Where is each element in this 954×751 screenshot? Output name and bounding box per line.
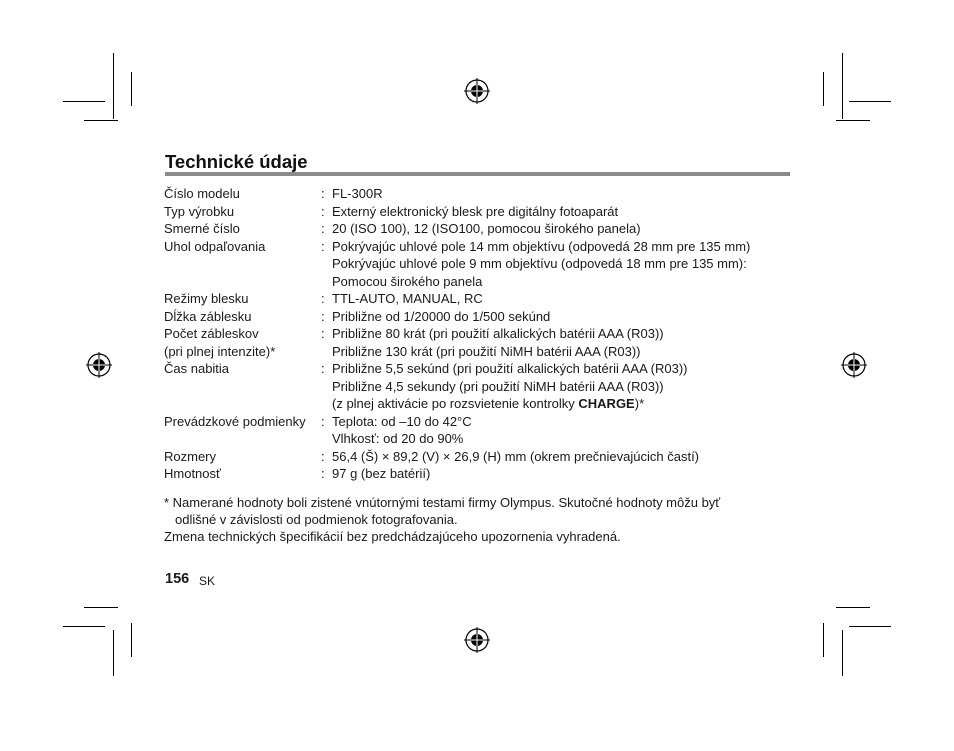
spec-value: 56,4 (Š) × 89,2 (V) × 26,9 (H) mm (okrem prečnievajúcich častí) [332,448,700,464]
crop-mark [849,101,891,102]
crop-mark [63,626,105,627]
spec-colon: : [321,466,325,481]
spec-label: Hmotnosť [164,466,221,481]
spec-colon: : [321,326,325,341]
crop-mark [113,630,114,676]
charge-note: (z plnej aktivácie po rozsvietenie kontrolky CHARGE)* [332,396,645,411]
spec-row-flash-duration [164,308,794,326]
spec-value: 20 (ISO 100), 12 (ISO100, pomocou širokého panela) [332,221,641,236]
spec-row-type [164,203,794,221]
spec-colon: : [321,448,325,464]
crop-mark [63,101,105,102]
registration-mark-icon [464,78,490,104]
spec-value: FL-300R [332,186,383,201]
registration-mark-icon [841,352,867,378]
spec-value: Externý elektronický blesk pre digitálny fotoaparát [332,203,619,219]
spec-row-guide-number [164,220,794,238]
spec-row-weight [164,465,794,483]
crop-mark [849,626,891,627]
spec-label: Uhol odpaľovania [164,238,266,254]
crop-mark [836,607,870,608]
spec-label: Počet zábleskov (pri plnej intenzite)* [164,326,276,359]
charge-indicator-label: CHARGE [578,396,635,411]
spec-colon: : [321,413,325,429]
crop-mark [131,72,132,106]
footnotes [164,494,794,545]
spec-value: TTL-AUTO, MANUAL, RC [332,291,483,306]
registration-mark-icon [86,352,112,378]
spec-colon: : [321,238,325,254]
spec-label: Číslo modelu [164,186,240,201]
spec-label: Rozmery [164,448,217,464]
spec-colon: : [321,186,325,201]
footnote: * Namerané hodnoty boli zistené vnútornými testami firmy Olympus. Skutočné hodnoty môžu byť odlišné v závislosti od podmienok fotografovania. [164,495,721,527]
spec-label: Smerné číslo [164,221,240,236]
disclaimer: Zmena technických špecifikácií bez predchádzajúceho upozornenia vyhradená. [164,529,621,544]
spec-label: Režimy blesku [164,291,249,306]
spec-value: 97 g (bez batérií) [332,466,431,481]
crop-mark [823,72,824,106]
page-number: 156 [165,571,190,587]
spec-label: Typ výrobku [164,203,235,219]
crop-mark [84,607,118,608]
crop-mark [84,120,118,121]
spec-value: Pokrývajúc uhlové pole 14 mm objektívu (odpovedá 28 mm pre 135 mm) Pokrývajúc uhlové pole 9 mm objektívu (odpovedá 18 mm pre 135 mm): Pomocou širokého panela [332,238,751,289]
registration-mark-icon [464,627,490,653]
spec-row-dimensions [164,448,794,466]
spec-row-coverage [164,238,794,291]
spec-colon: : [321,221,325,236]
spec-value: Približne 5,5 sekúnd (pri použití alkalických batérii AAA (R03)) Približne 4,5 sekundy (pri použití NiMH batérii AAA (R03)) (z plnej aktivácie po rozsvietenie kontrolky CHARGE)* [332,360,794,413]
spec-label: Čas nabitia [164,361,230,376]
spec-label: Prevádzkové podmienky [164,413,306,429]
spec-row-recycle-time [164,360,794,413]
crop-mark [842,53,843,119]
page-title: Technické údaje [165,151,308,172]
crop-mark [842,630,843,676]
spec-colon: : [321,308,325,324]
spec-label: Dĺžka záblesku [164,308,252,324]
spec-colon: : [321,361,325,376]
spec-row-model [164,185,794,203]
language-code: SK [199,574,216,588]
crop-mark [823,623,824,657]
spec-colon: : [321,203,325,219]
spec-row-operating-conditions [164,413,794,448]
spec-value: Približne od 1/20000 do 1/500 sekúnd [332,308,551,324]
spec-row-flash-modes [164,290,794,308]
spec-value: Približne 80 krát (pri použití alkalických batérii AAA (R03)) Približne 130 krát (pri použití NiMH batérii AAA (R03)) [332,326,664,359]
crop-mark [113,53,114,119]
crop-mark [131,623,132,657]
spec-table [164,185,794,483]
title-underline [165,172,790,176]
spec-row-flash-count [164,325,794,360]
spec-value: Teplota: od –10 do 42°C Vlhkosť: od 20 do 90% [332,413,472,446]
spec-colon: : [321,291,325,306]
crop-mark [836,120,870,121]
